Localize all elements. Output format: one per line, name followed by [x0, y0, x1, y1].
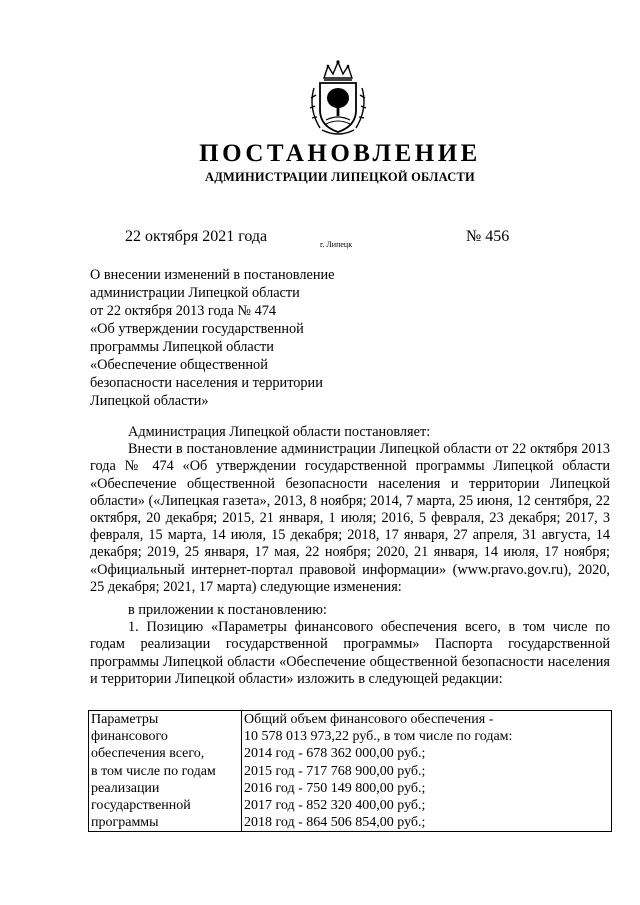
table-text-line: 2014 год - 678 362 000,00 руб.;: [244, 746, 426, 762]
subject-line: «Обеспечение общественной: [90, 357, 268, 373]
table-text-line: в том числе по годам: [91, 763, 216, 779]
body-paragraph-amendment: Внести в постановление администрации Липецкой области от 22 октября 2013 года № 474 «Об утверждении государственной программы Липецкой области «Обеспечение общественной безопасности населения и территории Липецкой области» («Липецкая газета», 2013, 8 ноября; 2014, 7 марта, 25 июня, 12 сентября, 22 октября, 20 декабря; 2015, 21 января, 1 июля; 2016, 5 февраля, 23 декабря; 2017, 3 февраля, 15 марта, 14 июля, 15 декабря; 2018, 17 января, 27 апреля, 31 августа, 14 декабря; 2019, 25 января, 17 мая, 22 ноября; 2020, 21 января, 14 июля, 17 ноября; «Официальный интернет-портал правовой информации» (www.pravo.gov.ru), 2020, 25 декабря; 2021, 17 марта) следующие изменения:: [90, 441, 610, 595]
table-cell-parameter: [89, 711, 242, 832]
table-text-line: финансового: [91, 729, 168, 745]
subject-line: безопасности населения и территории: [90, 375, 323, 391]
body-paragraph-resolution: Администрация Липецкой области постановляет:: [128, 424, 431, 440]
table-text-line: 10 578 013 973,22 руб., в том числе по годам:: [244, 729, 513, 745]
table-text-line: государственной: [91, 798, 191, 814]
document-date: 22 октября 2021 года: [125, 228, 268, 245]
body-paragraph-appendix: в приложении к постановлению:: [128, 602, 327, 619]
document-subject: [90, 266, 335, 410]
table-text-line: 2015 год - 717 768 900,00 руб.;: [244, 763, 426, 779]
table-text-line: 2018 год - 864 506 854,00 руб.;: [244, 815, 426, 831]
table-text-line: Общий объем финансового обеспечения -: [244, 712, 494, 727]
document-place: г. Липецк: [320, 240, 353, 249]
table-text-line: 2017 год - 852 320 400,00 руб.;: [244, 798, 426, 814]
document-body: [90, 424, 610, 688]
subject-line: О внесении изменений в постановление: [90, 267, 335, 283]
subject-line: администрации Липецкой области: [90, 285, 300, 301]
table-text-line: 2016 год - 750 149 800,00 руб.;: [244, 780, 426, 796]
table-cell-value: [242, 711, 612, 832]
table-text-line: Параметры: [91, 712, 159, 727]
coat-of-arms-icon: [302, 58, 374, 136]
subject-line: от 22 октября 2013 года № 474: [90, 303, 277, 319]
table-text-line: программы: [91, 815, 159, 831]
document-title: ПОСТАНОВЛЕНИЕ: [199, 140, 481, 167]
table-text-line: обеспечения всего,: [91, 746, 205, 762]
table-row: [89, 711, 612, 832]
table-text-line: реализации: [91, 780, 160, 796]
subject-line: Липецкой области»: [90, 393, 209, 409]
subject-line: «Об утверждении государственной: [90, 321, 304, 337]
body-paragraph-item-1: 1. Позицию «Параметры финансового обеспечения всего, в том числе по годам реализации государственной программы» Паспорта государственной программы Липецкой области «Обеспечение общественной безопасности населения и территории Липецкой области» изложить в следующей редакции:: [90, 619, 610, 687]
subject-line: программы Липецкой области: [90, 339, 274, 355]
finance-parameters-table: [88, 710, 612, 832]
document-subtitle: АДМИНИСТРАЦИИ ЛИПЕЦКОЙ ОБЛАСТИ: [205, 170, 475, 184]
document-number: № 456: [466, 228, 510, 245]
